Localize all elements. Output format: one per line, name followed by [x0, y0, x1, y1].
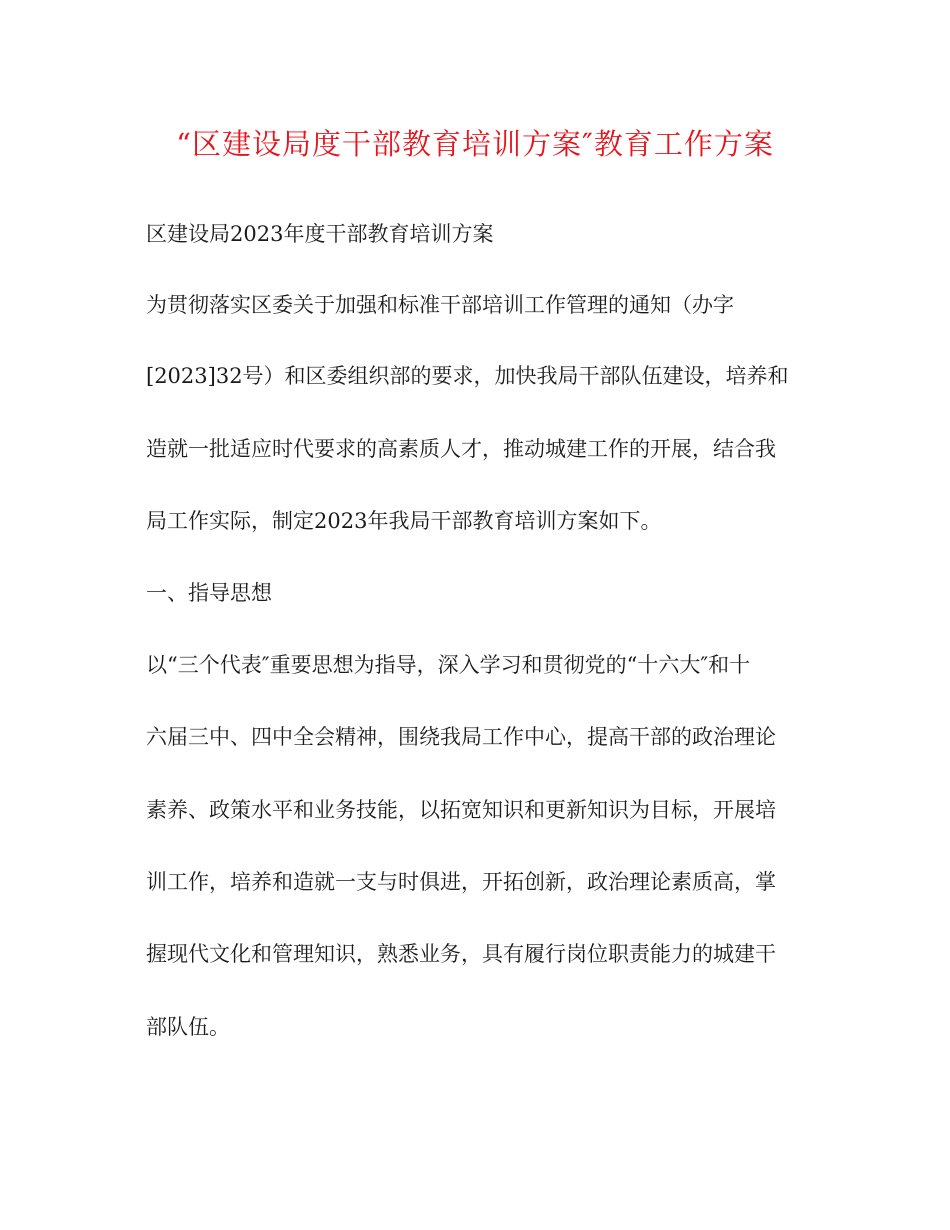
- body-line: 部队伍。: [146, 1015, 230, 1039]
- body-line: 素养、政策水平和业务技能，以拓宽知识和更新知识为目标，开展培: [146, 798, 776, 822]
- body-line: 以“三个代表″重要思想为指导，深入学习和贯彻党的“十六大″和十: [146, 653, 751, 677]
- body-line: 训工作，培养和造就一支与时俱进，开拓创新，政治理论素质高，掌: [146, 870, 776, 894]
- document-title: “区建设局度干部教育培训方案″教育工作方案: [176, 127, 774, 161]
- body-line: 六届三中、四中全会精神，围绕我局工作中心，提高干部的政治理论: [146, 725, 776, 749]
- body-line: 为贯彻落实区委关于加强和标准干部培训工作管理的通知（办字: [146, 293, 734, 317]
- body-line: 局工作实际，制定2023年我局干部教育培训方案如下。: [146, 509, 662, 533]
- body-line: [2023]32号）和区委组织部的要求，加快我局干部队伍建设，培养和: [146, 364, 789, 388]
- section-heading: 一、指导思想: [146, 581, 272, 605]
- body-line: 造就一批适应时代要求的高素质人才，推动城建工作的开展，结合我: [146, 437, 776, 461]
- body-line: 握现代文化和管理知识，熟悉业务，具有履行岗位职责能力的城建干: [146, 942, 776, 966]
- subtitle-line: 区建设局2023年度干部教育培训方案: [146, 222, 494, 246]
